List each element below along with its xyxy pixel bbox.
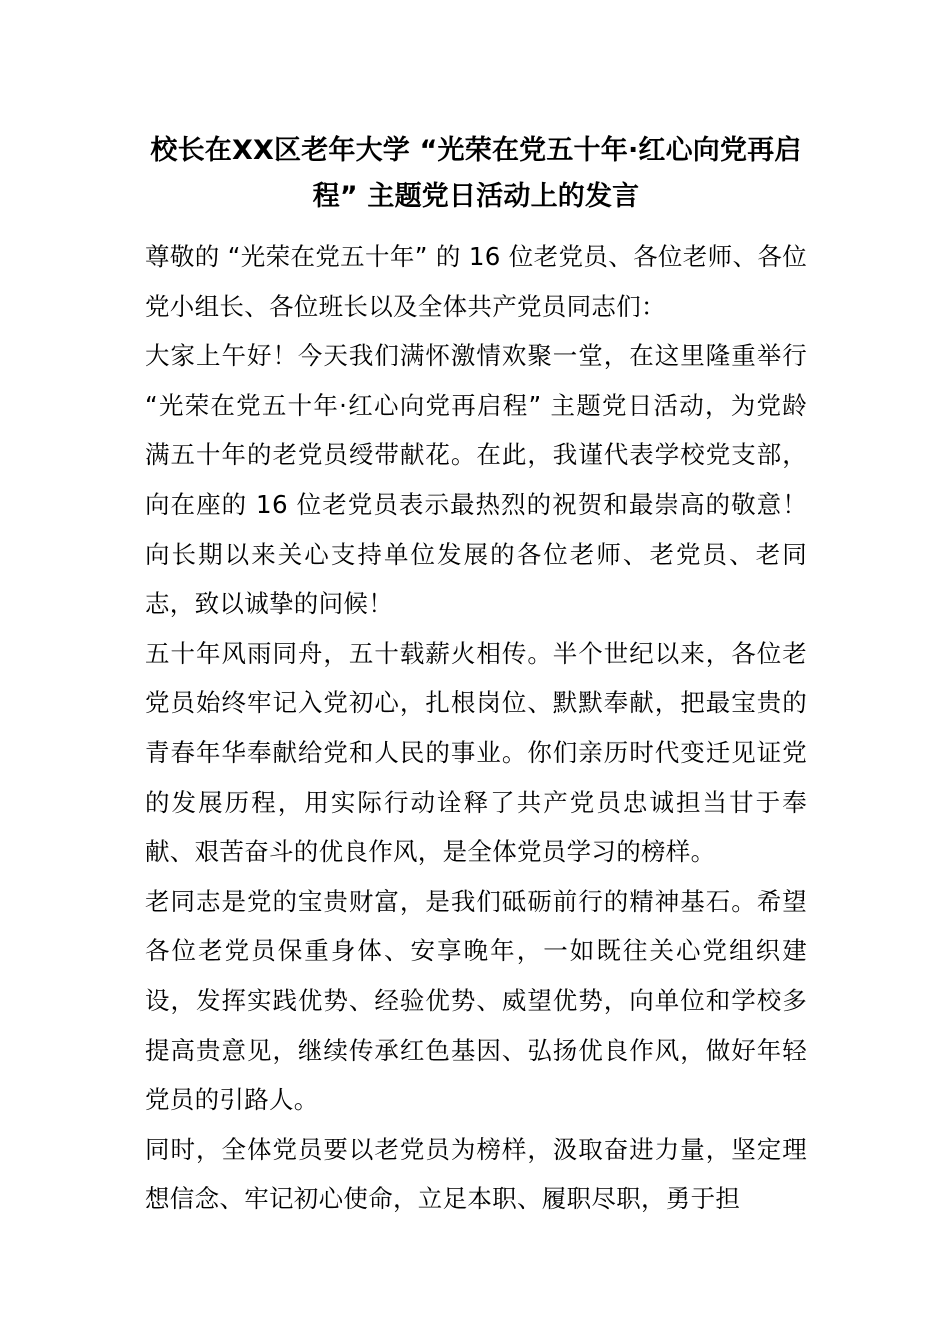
wishes-paragraph: 老同志是党的宝贵财富，是我们砥砺前行的精神基石。希望各位老党员保重身体、安享晚年，一如既往关心党组织建设，发挥实践优势、经验优势、威望优势，向单位和学校多提高贵意见，继续传承红色基因、弘扬优良作风，做好年轻党员的引路人。 [145, 886, 807, 1115]
greeting-paragraph: 大家上午好！今天我们满怀激情欢聚一堂，在这里隆重举行 “光荣在党五十年·红心向党再启程” 主题党日活动，为党龄满五十年的老党员绶带献花。在此，我谨代表学校党支部，向在座的 16 位老党员表示最热烈的祝贺和最崇高的敬意！向长期以来关心支持单位发展的各位老师、老党员、老同志，致以诚挚的问候！ [145, 341, 807, 619]
document-body [145, 232, 807, 1224]
history-paragraph: 五十年风雨同舟，五十载薪火相传。半个世纪以来，各位老党员始终牢记入党初心，扎根岗位、默默奉献，把最宝贵的青春年华奉献给党和人民的事业。你们亲历时代变迁见证党的发展历程，用实际行动诠释了共产党员忠诚担当甘于奉献、艰苦奋斗的优良作风，是全体党员学习的榜样。 [145, 638, 807, 867]
document-title: 校长在XX区老年大学 “光荣在党五十年·红心向党再启程” 主题党日活动上的发言 [150, 135, 802, 212]
salutation-paragraph: 尊敬的 “光荣在党五十年” 的 16 位老党员、各位老师、各位党小组长、各位班长以及全体共产党员同志们： [145, 242, 807, 321]
call-to-action-paragraph: 同时，全体党员要以老党员为榜样，汲取奋进力量，坚定理想信念、牢记初心使命，立足本职、履职尽职，勇于担 [145, 1134, 807, 1214]
